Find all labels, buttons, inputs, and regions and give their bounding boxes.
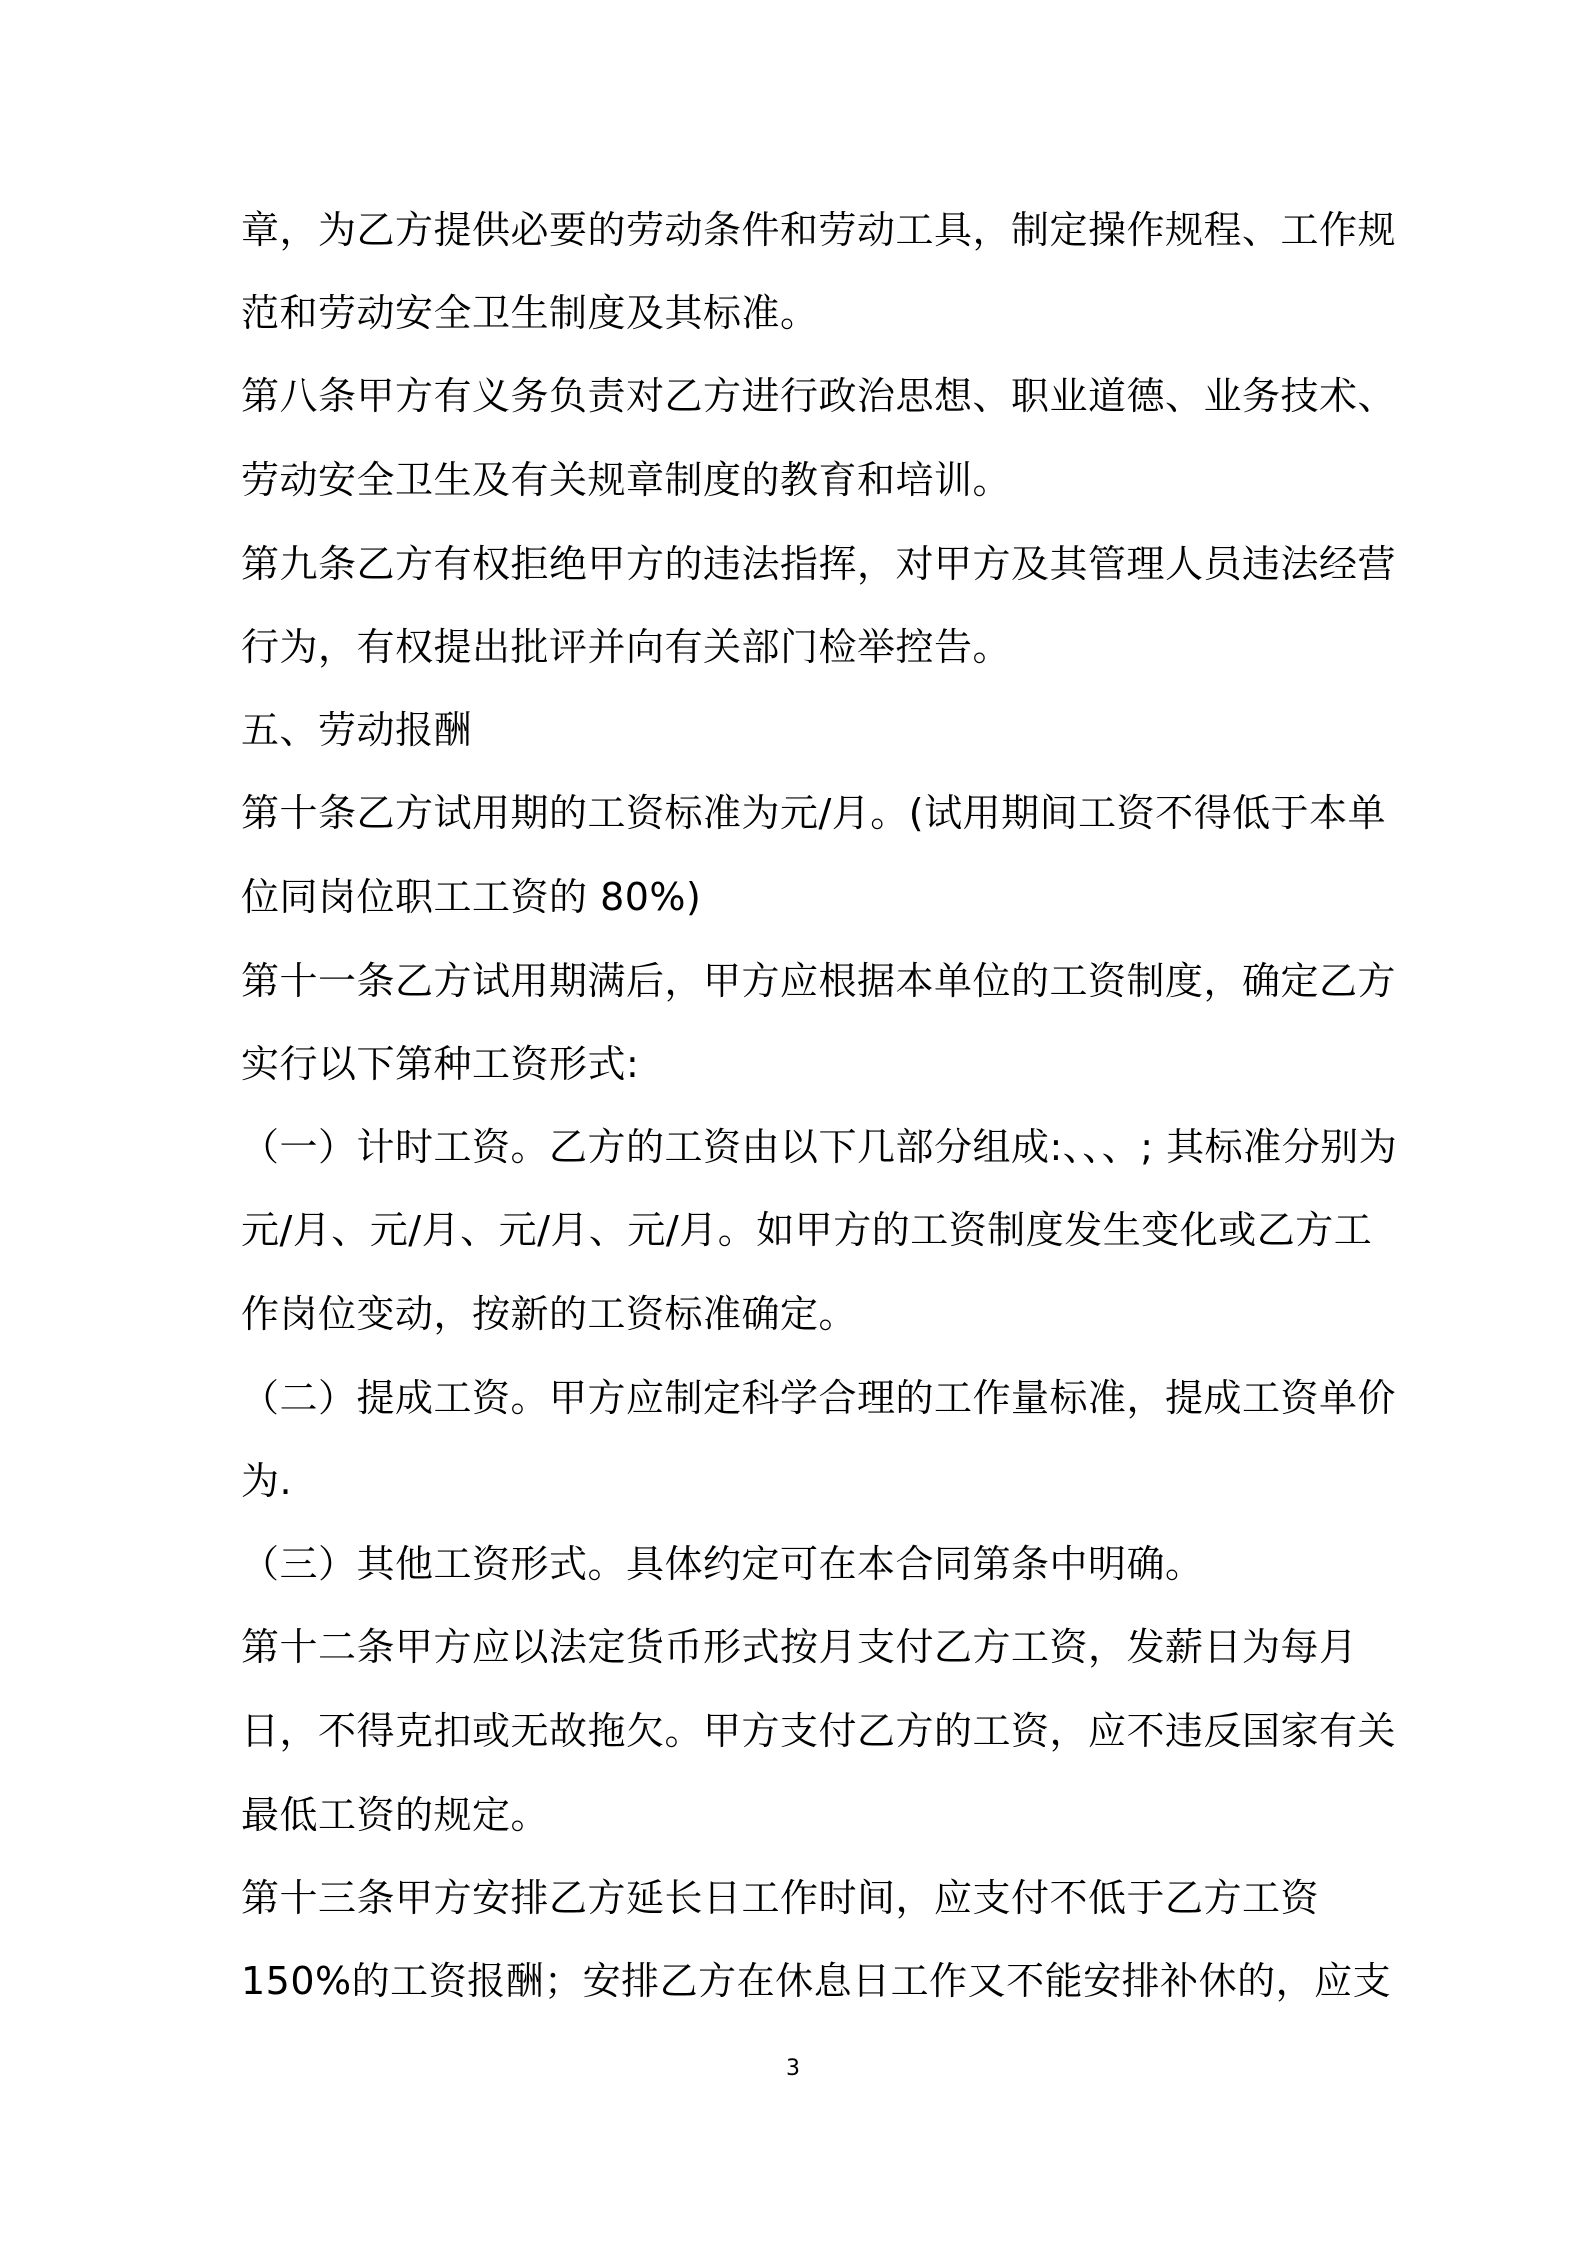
- text-line-8: 第十条乙方试用期的工资标准为元/月。(试用期间工资不得低于本单: [241, 791, 1387, 835]
- text-line-4: 劳动安全卫生及有关规章制度的教育和培训。: [241, 458, 1012, 502]
- text-line-6: 行为，有权提出批评并向有关部门检举控告。: [241, 625, 1012, 669]
- text-line-14: 作岗位变动，按新的工资标准确定。: [241, 1292, 858, 1336]
- text-line-2: 范和劳动安全卫生制度及其标准。: [241, 291, 819, 335]
- text-line-15: （二）提成工资。甲方应制定科学合理的工作量标准，提成工资单价: [241, 1376, 1397, 1420]
- section-heading: 五、劳动报酬: [241, 708, 473, 752]
- text-line-11: 实行以下第种工资形式:: [241, 1042, 640, 1086]
- text-line-3: 第八条甲方有义务负责对乙方进行政治思想、职业道德、业务技术、: [241, 374, 1397, 418]
- text-line-1: 章，为乙方提供必要的劳动条件和劳动工具，制定操作规程、工作规: [241, 208, 1397, 252]
- text-line-21: 第十三条甲方安排乙方延长日工作时间，应支付不低于乙方工资: [241, 1876, 1320, 1920]
- text-line-13: 元/月、元/月、元/月、元/月。如甲方的工资制度发生变化或乙方工: [241, 1208, 1373, 1252]
- text-line-9: 位同岗位职工工资的 80%): [241, 875, 702, 919]
- text-line-20: 最低工资的规定。: [241, 1793, 550, 1837]
- text-line-17: （三）其他工资形式。具体约定可在本合同第条中明确。: [241, 1542, 1204, 1586]
- text-line-16: 为.: [241, 1459, 293, 1503]
- text-line-18: 第十二条甲方应以法定货币形式按月支付乙方工资，发薪日为每月: [241, 1625, 1358, 1669]
- text-line-19: 日，不得克扣或无故拖欠。甲方支付乙方的工资，应不违反国家有关: [241, 1709, 1397, 1753]
- text-line-22: 150%的工资报酬；安排乙方在休息日工作又不能安排补休的，应支: [241, 1959, 1392, 2003]
- page-number: 3: [786, 2056, 800, 2081]
- text-line-12: （一）计时工资。乙方的工资由以下几部分组成:、、、; 其标准分别为: [241, 1125, 1398, 1169]
- text-line-10: 第十一条乙方试用期满后，甲方应根据本单位的工资制度，确定乙方: [241, 959, 1397, 1003]
- text-line-5: 第九条乙方有权拒绝甲方的违法指挥，对甲方及其管理人员违法经营: [241, 542, 1397, 586]
